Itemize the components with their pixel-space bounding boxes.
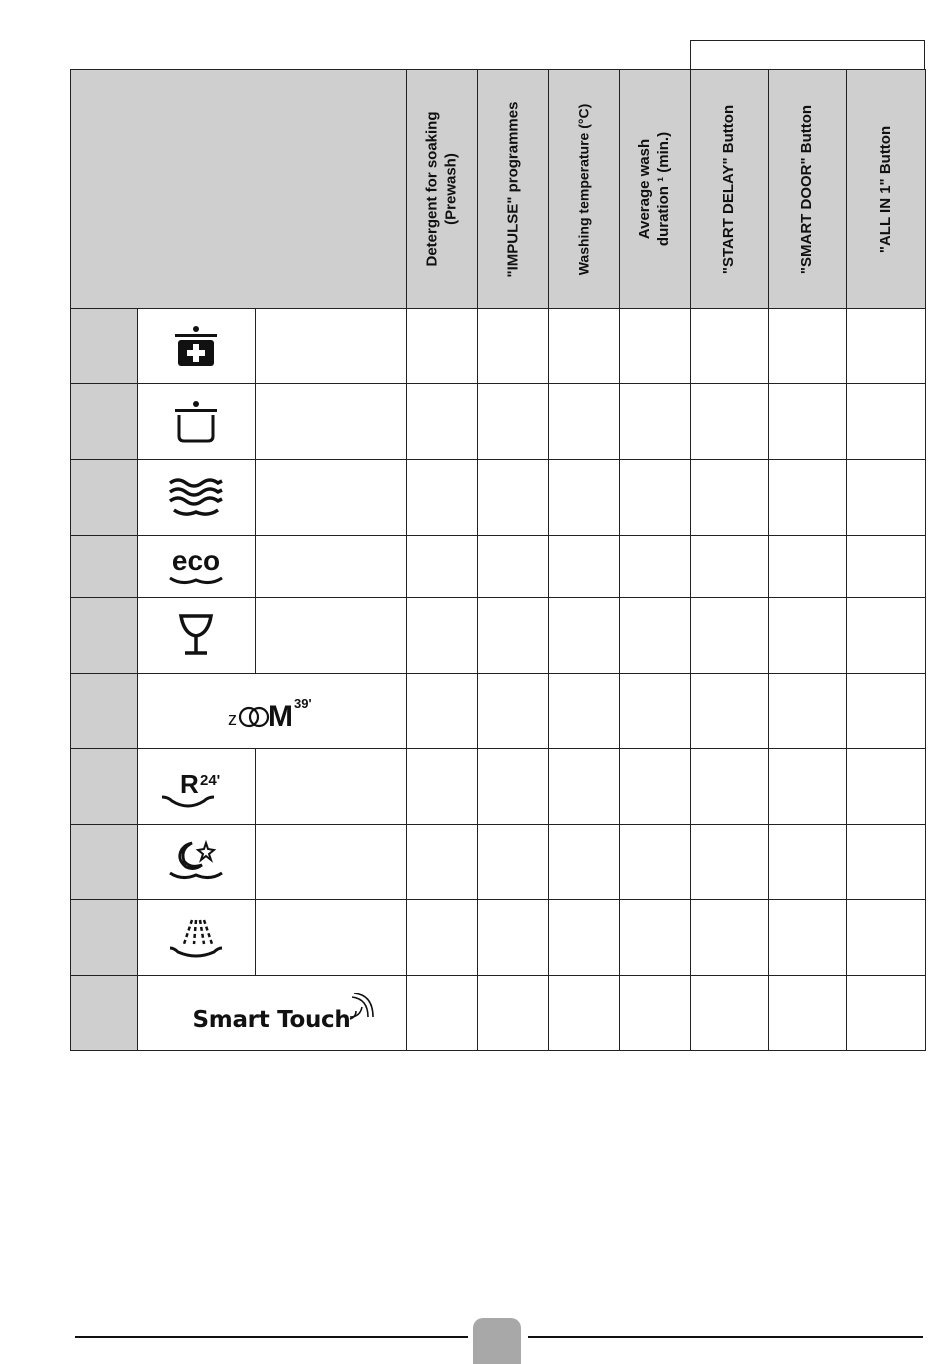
night-icon — [137, 824, 255, 899]
svg-text:24': 24' — [200, 772, 221, 789]
rapid-icon — [137, 748, 255, 824]
spray-icon — [137, 899, 255, 975]
grid-vline — [255, 308, 256, 673]
svg-text:M: M — [267, 699, 293, 731]
page-number-badge — [473, 1318, 521, 1364]
pot-icon — [137, 383, 255, 459]
grid-vline — [255, 748, 256, 975]
waves-icon — [137, 459, 255, 535]
svg-text:z: z — [227, 708, 237, 729]
grid-hline — [70, 1050, 926, 1051]
col-header-start-delay: "START DELAY" Button — [720, 104, 738, 274]
svg-text:39': 39' — [293, 695, 312, 711]
col-header-detergent: Detergent for soaking (Prewash) — [423, 111, 460, 267]
header-extra-box — [690, 40, 925, 70]
footer-line-left — [75, 1336, 468, 1338]
smart-touch-text: Smart Touch — [192, 1006, 351, 1033]
grid-vline — [925, 69, 926, 1050]
signal-waves-icon — [348, 993, 374, 1023]
zoom-logo — [137, 673, 406, 748]
grid-vline — [70, 69, 71, 1050]
glass-icon — [137, 597, 255, 673]
svg-text:eco: eco — [171, 545, 221, 576]
col-header-smart-door: "SMART DOOR" Button — [798, 104, 816, 274]
svg-text:R: R — [180, 769, 199, 799]
col-header-all-in-one: "ALL IN 1" Button — [877, 125, 895, 253]
pot-plus-icon — [137, 308, 255, 383]
smart-touch-logo — [137, 975, 406, 1050]
col-header-impulse: "IMPULSE" programmes — [504, 101, 521, 277]
footer-line-right — [528, 1336, 923, 1338]
number-column-bg — [70, 308, 137, 1050]
col-header-duration: Average wash duration ¹ (min.) — [636, 131, 673, 247]
col-header-temperature: Washing temperature (°C) — [575, 103, 592, 275]
eco-icon — [137, 535, 255, 597]
